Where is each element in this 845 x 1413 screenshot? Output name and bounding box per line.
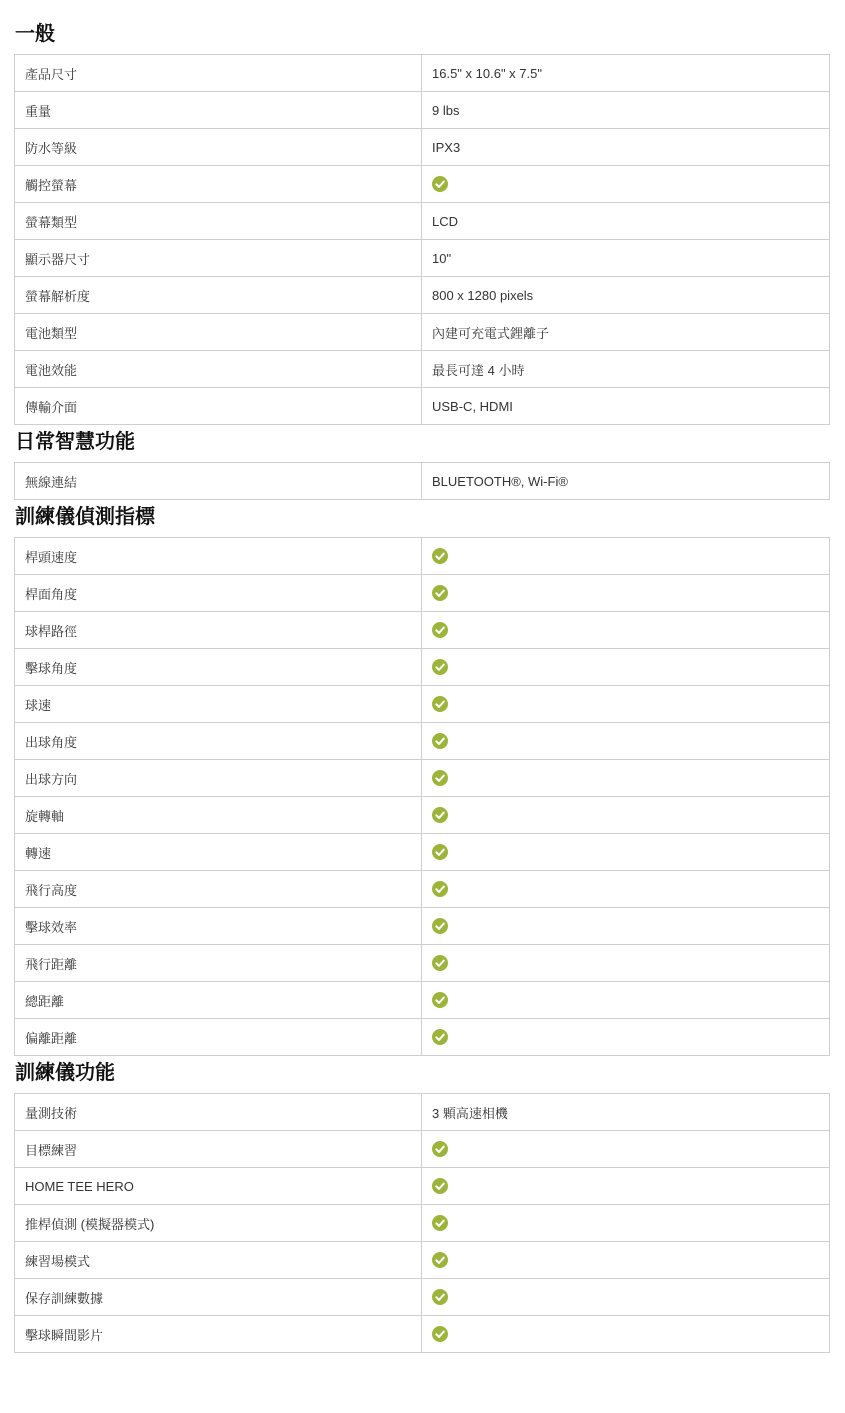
spec-row: [15, 388, 830, 425]
spec-row: [15, 314, 830, 351]
spec-table: [14, 462, 830, 500]
spec-value-check: [422, 723, 830, 760]
spec-label: 螢幕類型: [15, 203, 422, 240]
section-title: 訓練儀偵測指標: [15, 504, 155, 528]
spec-value-check: [422, 686, 830, 723]
spec-value-check: [422, 538, 830, 575]
check-circle-icon: [432, 992, 448, 1008]
spec-label: 練習場模式: [15, 1242, 422, 1279]
check-circle-icon: [432, 770, 448, 786]
spec-label: 觸控螢幕: [15, 166, 422, 203]
spec-row: [15, 129, 830, 166]
spec-label: 轉速: [15, 834, 422, 871]
spec-row: [15, 797, 830, 834]
section-title: 一般: [15, 21, 55, 45]
spec-row: [15, 723, 830, 760]
check-circle-icon: [432, 659, 448, 675]
check-circle-icon: [432, 1215, 448, 1231]
spec-label: 球桿路徑: [15, 612, 422, 649]
spec-value-check: [422, 982, 830, 1019]
spec-value: 9 lbs: [422, 92, 830, 129]
spec-value-check: [422, 1205, 830, 1242]
spec-row: [15, 982, 830, 1019]
spec-label: 推桿偵測 (模擬器模式): [15, 1205, 422, 1242]
spec-label: 保存訓練數據: [15, 1279, 422, 1316]
check-circle-icon: [432, 733, 448, 749]
spec-value-check: [422, 797, 830, 834]
spec-row: [15, 1242, 830, 1279]
spec-value: USB-C, HDMI: [422, 388, 830, 425]
spec-value-check: [422, 1279, 830, 1316]
spec-value-check: [422, 1316, 830, 1353]
spec-label: 球速: [15, 686, 422, 723]
spec-label: 量測技術: [15, 1094, 422, 1131]
spec-label: 偏離距離: [15, 1019, 422, 1056]
spec-label: 出球方向: [15, 760, 422, 797]
check-circle-icon: [432, 622, 448, 638]
check-circle-icon: [432, 1029, 448, 1045]
spec-table: [14, 537, 830, 1056]
spec-row: [15, 612, 830, 649]
spec-label: 傳輸介面: [15, 388, 422, 425]
spec-value: 3 顆高速相機: [422, 1094, 830, 1131]
check-circle-icon: [432, 696, 448, 712]
spec-row: [15, 760, 830, 797]
spec-value-check: [422, 945, 830, 982]
check-circle-icon: [432, 844, 448, 860]
spec-label: 桿頭速度: [15, 538, 422, 575]
spec-value: 最長可達 4 小時: [422, 351, 830, 388]
spec-row: [15, 1205, 830, 1242]
spec-label: 飛行高度: [15, 871, 422, 908]
check-circle-icon: [432, 955, 448, 971]
spec-row: [15, 1316, 830, 1353]
spec-row: [15, 92, 830, 129]
spec-label: 電池類型: [15, 314, 422, 351]
check-circle-icon: [432, 548, 448, 564]
spec-row: [15, 649, 830, 686]
spec-row: [15, 686, 830, 723]
check-circle-icon: [432, 1252, 448, 1268]
spec-row: [15, 277, 830, 314]
spec-label: 旋轉軸: [15, 797, 422, 834]
spec-label: 顯示器尺寸: [15, 240, 422, 277]
spec-value-check: [422, 834, 830, 871]
check-circle-icon: [432, 585, 448, 601]
spec-row: [15, 166, 830, 203]
spec-label: 擊球瞬間影片: [15, 1316, 422, 1353]
spec-value-check: [422, 166, 830, 203]
spec-label: 桿面角度: [15, 575, 422, 612]
check-circle-icon: [432, 1326, 448, 1342]
spec-label: 螢幕解析度: [15, 277, 422, 314]
spec-value: 10": [422, 240, 830, 277]
check-circle-icon: [432, 1289, 448, 1305]
spec-label: 擊球效率: [15, 908, 422, 945]
spec-row: [15, 1094, 830, 1131]
spec-value: IPX3: [422, 129, 830, 166]
spec-row: [15, 1131, 830, 1168]
spec-label: 目標練習: [15, 1131, 422, 1168]
spec-sheet: [14, 17, 830, 1353]
spec-label: 無線連結: [15, 463, 422, 500]
spec-label: 出球角度: [15, 723, 422, 760]
spec-value-check: [422, 1168, 830, 1205]
check-circle-icon: [432, 1178, 448, 1194]
spec-row: [15, 203, 830, 240]
spec-table: [14, 54, 830, 425]
spec-value: BLUETOOTH®, Wi-Fi®: [422, 463, 830, 500]
spec-value-check: [422, 1019, 830, 1056]
spec-row: [15, 538, 830, 575]
spec-value-check: [422, 612, 830, 649]
spec-value: 內建可充電式鋰離子: [422, 314, 830, 351]
spec-value-check: [422, 1242, 830, 1279]
spec-label: 飛行距離: [15, 945, 422, 982]
spec-value-check: [422, 871, 830, 908]
check-circle-icon: [432, 918, 448, 934]
spec-value-check: [422, 575, 830, 612]
spec-value-check: [422, 908, 830, 945]
check-circle-icon: [432, 881, 448, 897]
spec-row: [15, 575, 830, 612]
spec-row: [15, 1019, 830, 1056]
spec-value: 16.5" x 10.6" x 7.5": [422, 55, 830, 92]
spec-value-check: [422, 649, 830, 686]
spec-row: [15, 1279, 830, 1316]
spec-row: [15, 908, 830, 945]
spec-label: 重量: [15, 92, 422, 129]
check-circle-icon: [432, 1141, 448, 1157]
spec-row: [15, 871, 830, 908]
spec-row: [15, 834, 830, 871]
section-title: 訓練儀功能: [15, 1060, 115, 1084]
check-circle-icon: [432, 176, 448, 192]
spec-value: LCD: [422, 203, 830, 240]
spec-row: [15, 240, 830, 277]
spec-label: 總距離: [15, 982, 422, 1019]
section-title: 日常智慧功能: [15, 429, 135, 453]
spec-row: [15, 351, 830, 388]
spec-value-check: [422, 1131, 830, 1168]
check-circle-icon: [432, 807, 448, 823]
spec-value: 800 x 1280 pixels: [422, 277, 830, 314]
spec-label: 電池效能: [15, 351, 422, 388]
spec-value-check: [422, 760, 830, 797]
spec-label: HOME TEE HERO: [15, 1168, 422, 1205]
spec-row: [15, 463, 830, 500]
spec-label: 擊球角度: [15, 649, 422, 686]
spec-row: [15, 55, 830, 92]
spec-row: [15, 945, 830, 982]
spec-label: 防水等級: [15, 129, 422, 166]
spec-table: [14, 1093, 830, 1353]
spec-label: 產品尺寸: [15, 55, 422, 92]
spec-row: [15, 1168, 830, 1205]
